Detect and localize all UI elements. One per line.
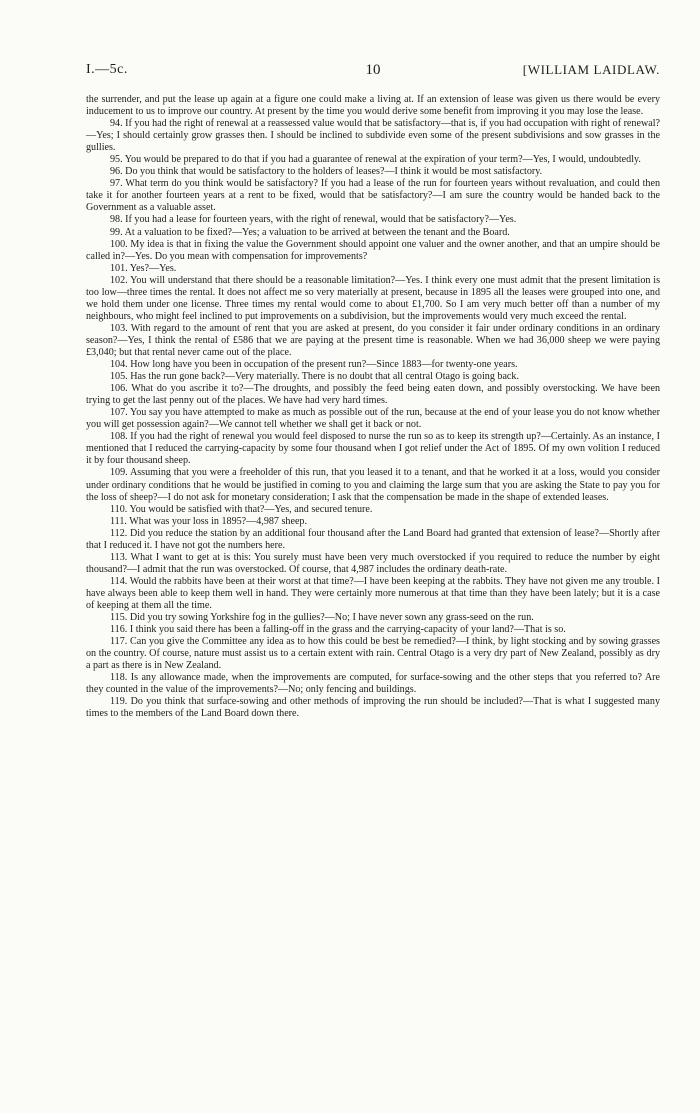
question-number: 99. bbox=[110, 226, 123, 238]
paragraph-text: If you had a lease for fourteen years, with the right of renewal, would that be satisfactory?—Yes. bbox=[125, 214, 517, 226]
paragraph bbox=[86, 672, 660, 696]
paragraph bbox=[86, 239, 660, 263]
paragraph-text: Did you try sowing Yorkshire fog in the gullies?—No; I have never sown any grass-seed on the run. bbox=[129, 612, 534, 624]
paragraph-text: With regard to the amount of rent that you are asked at present, do you consider it fair under ordinary conditions in an ordinary season?—Yes, I think the rental of £586 that we are paying at the present time is reasonable. When we had 36,000 sheep we were paying £3,040; but that rental never came out of the place. bbox=[86, 322, 660, 358]
question-number: 95. bbox=[110, 154, 123, 166]
question-number: 108. bbox=[110, 431, 128, 443]
paragraph bbox=[86, 275, 660, 323]
paragraph bbox=[86, 323, 660, 359]
paragraph-text: Yes?—Yes. bbox=[129, 262, 177, 274]
question-number: 118. bbox=[110, 672, 128, 684]
question-number: 114. bbox=[110, 575, 128, 587]
paragraph-text: How long have you been in occupation of the present run?—Since 1883—for twenty-one years. bbox=[130, 359, 518, 371]
paragraph bbox=[86, 154, 660, 166]
question-number: 106. bbox=[110, 383, 128, 395]
witness-name: [WILLIAM LAIDLAW. bbox=[522, 62, 660, 77]
page-number: 10 bbox=[365, 62, 381, 78]
paragraph-text: You would be satisfied with that?—Yes, and secured tenure. bbox=[129, 503, 373, 515]
paragraph-text: You will understand that there should be a reasonable limitation?—Yes. I think every one must admit that the present limitation is too low—three times the rental. It does not affect me so very materially at present, because in 1895 all the leases were grouped into one, and we hold them under one license. Three times my rental would come to about £1,700. So I am very much better off than a number of my neighbours, who might feel inclined to put improvements on a subdivision, but the improvements would very much exceed the rental. bbox=[86, 274, 660, 322]
paragraph-text: What term do you think would be satisfactory? If you had a lease of the run for fourteen years without revaluation, and could then take it for another fourteen years at a rent to be fixed, would that be satisfactory?—I am sure the country would be handed back to the Government as a valuable asset. bbox=[86, 178, 660, 214]
paragraph: the surrender, and put the lease up again at a figure one could make a living at. If an extension of lease was given us there would be every inducement to us to improve our country. At present by the time you would derive some benefit from improving it you may lose the lease. bbox=[86, 94, 660, 118]
paragraph-text: Would the rabbits have been at their worst at that time?—I have been keeping at the rabbits. They have not given me any trouble. I have always been able to keep them well in hand. They were certainly more numerous at that time than they have been lately; but it is a case of keeping at them all the time. bbox=[86, 575, 660, 611]
paragraph bbox=[86, 383, 660, 407]
paragraph bbox=[86, 612, 660, 624]
question-number: 110. bbox=[110, 503, 128, 515]
paragraph bbox=[86, 467, 660, 503]
question-number: 100. bbox=[110, 238, 128, 250]
paragraph bbox=[86, 227, 660, 239]
paragraph bbox=[86, 696, 660, 720]
paragraph bbox=[86, 214, 660, 226]
paragraph-text: You would be prepared to do that if you had a guarantee of renewal at the expiration of your term?—Yes, I would, undoubtedly. bbox=[124, 154, 641, 166]
question-number: 116. bbox=[110, 624, 128, 636]
paragraph-text: What was your loss in 1895?—4,987 sheep. bbox=[129, 515, 308, 527]
paragraph bbox=[86, 576, 660, 612]
question-number: 112. bbox=[110, 527, 128, 539]
question-number: 107. bbox=[110, 407, 128, 419]
paragraph bbox=[86, 263, 660, 275]
question-number: 98. bbox=[110, 214, 123, 226]
page-header bbox=[86, 62, 660, 80]
paragraph-text: If you had the right of renewal you would feel disposed to nurse the run so as to keep its strength up?—Certainly. As an instance, I mentioned that I reduced the carrying-capacity by some four thousand when I got relief under the Act of 1895. Of my own volition I reduced it by four thousand sheep. bbox=[86, 431, 660, 467]
question-number: 105. bbox=[110, 371, 128, 383]
paragraph bbox=[86, 516, 660, 528]
question-number: 113. bbox=[110, 551, 128, 563]
question-number: 117. bbox=[110, 636, 128, 648]
question-number: 119. bbox=[110, 696, 128, 708]
paragraph-text: Can you give the Committee any idea as to how this could be best be remedied?—I think, by light stocking and by sowing grasses on the country. Of course, nature must assist us to a certain extent with rain. Central Otago is a very dry part of New Zealand, possibly as dry a part as there is in New Zealand. bbox=[86, 636, 660, 672]
question-number: 111. bbox=[110, 515, 127, 527]
paragraph bbox=[86, 118, 660, 154]
paragraph bbox=[86, 359, 660, 371]
question-number: 104. bbox=[110, 359, 128, 371]
question-number: 96. bbox=[110, 166, 123, 178]
paragraph-text: What I want to get at is this: You surely must have been very much overstocked if you required to reduce the number by eight thousand?—I admit that the run was overstocked. Of course, that 4,987 includes the ordinary death-rate. bbox=[86, 551, 660, 575]
paragraph bbox=[86, 528, 660, 552]
paragraph bbox=[86, 624, 660, 636]
paragraph-text: My idea is that in fixing the value the Government should appoint one valuer and the owner another, and that an umpire should be called in?—Yes. Do you mean with compensation for improvements? bbox=[86, 238, 660, 262]
paragraph-text: Has the run gone back?—Very materially. There is no doubt that all central Otago is going back. bbox=[130, 371, 519, 383]
question-number: 103. bbox=[110, 322, 128, 334]
question-number: 115. bbox=[110, 612, 128, 624]
question-number: 102. bbox=[110, 274, 128, 286]
paragraph bbox=[86, 178, 660, 214]
paragraph bbox=[86, 636, 660, 672]
paragraph bbox=[86, 504, 660, 516]
document-body bbox=[86, 94, 660, 720]
paragraph bbox=[86, 166, 660, 178]
question-number: 101. bbox=[110, 262, 128, 274]
paragraph-text: Is any allowance made, when the improvements are computed, for surface-sowing and the other steps that you referred to? Are they counted in the value of the improvements?—No; only fencing and buildings. bbox=[86, 672, 660, 696]
paragraph bbox=[86, 407, 660, 431]
paragraph bbox=[86, 552, 660, 576]
paragraph-text: At a valuation to be fixed?—Yes; a valuation to be arrived at between the tenant and the Board. bbox=[124, 226, 510, 238]
paragraph-text: I think you said there has been a falling-off in the grass and the carrying-capacity of your land?—That is so. bbox=[129, 624, 566, 636]
paragraph bbox=[86, 431, 660, 467]
paragraph-text: Do you think that surface-sowing and other methods of improving the run should be included?—That is what I suggested many times to the members of the Land Board down there. bbox=[86, 696, 660, 720]
paragraph-text: You say you have attempted to make as much as possible out of the run, because at the end of your lease you do not know whether you will get possession again?—We cannot tell whether we shall get it back or not. bbox=[86, 407, 660, 431]
paragraph-text: If you had the right of renewal at a reassessed value would that be satisfactory—that is, if you had occupation with right of renewal?—Yes; I should certainly grow grasses then. I should be inclined to subdivide even some of the present subdivisions and sow grasses in the gullies. bbox=[86, 118, 660, 154]
question-number: 97. bbox=[110, 178, 123, 190]
paragraph-text: Do you think that would be satisfactory to the holders of leases?—I think it would be most satisfactory. bbox=[125, 166, 543, 178]
question-number: 94. bbox=[110, 118, 123, 130]
question-number: 109. bbox=[110, 467, 128, 479]
paragraph-text: Assuming that you were a freeholder of this run, that you leased it to a tenant, and that he worked it at a loss, would you consider under ordinary conditions that he would be justified in coming to you and claiming the large sum that you are asking the State to pay you for the loss of sheep?—I do not ask for monetary consideration; I ask that the compensation be made in the shape of extended leases. bbox=[86, 467, 660, 503]
paragraph bbox=[86, 371, 660, 383]
paragraph-text: Did you reduce the station by an additional four thousand after the Land Board had granted that extension of lease?—Shortly after that I reduced it. I have not got the numbers here. bbox=[86, 527, 660, 551]
document-reference: I.—5c. bbox=[86, 62, 128, 77]
paragraph-text: What do you ascribe it to?—The droughts, and possibly the feed being eaten down, and possibly overstocking. We have been trying to get the last penny out of the places. We have had very hard times. bbox=[86, 383, 661, 407]
